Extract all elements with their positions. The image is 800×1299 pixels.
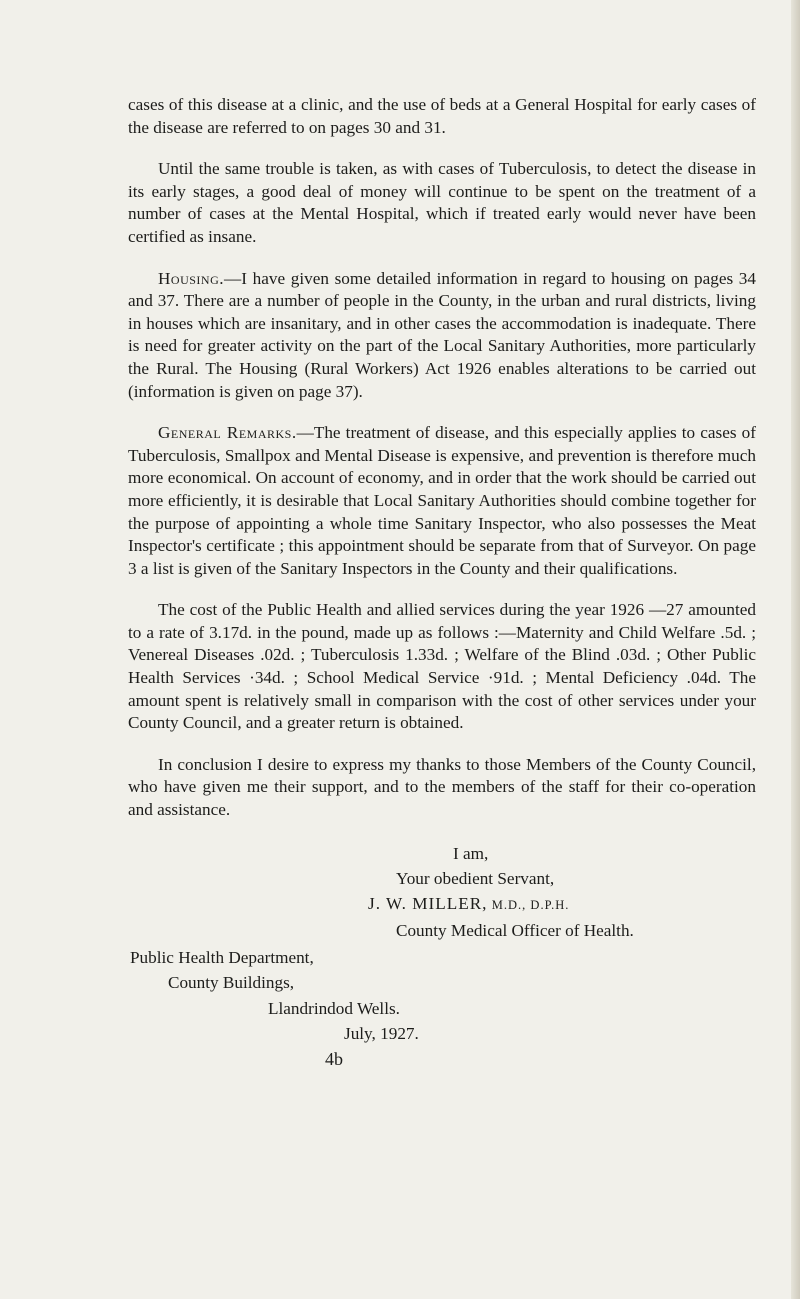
paragraph-conclusion: In conclusion I desire to express my thanks to those Members of the County Council, who have given me their support, and to the members of the staff for their co-operation and assistance. (128, 754, 756, 820)
address-town: Llandrindod Wells. (268, 998, 400, 1018)
address-buildings: County Buildings, (168, 973, 295, 993)
signatory-name: J. W. MILLER, (368, 893, 488, 913)
address-department: Public Health Department, (130, 947, 314, 967)
signatory (128, 891, 756, 918)
signature-block (128, 841, 756, 943)
housing-heading: Housing. (158, 268, 225, 288)
closing-i-am: I am, (453, 843, 489, 863)
signatory-title: County Medical Officer of Health. (396, 920, 634, 940)
paragraph-mental-hospital: Until the same trouble is taken, as with cases of Tuberculosis, to detect the disease in its early stages, a good deal of money will continue to be spent on the treatment of a number of cases at the Mental Hospital, which if treated early would never have been certified as insane. (128, 159, 756, 246)
general-remarks-text: —The treatment of disease, and this especially applies to cases of Tuberculosis, Smallpox and Mental Disease is expensive, and prevention is therefore much more economical. On account of economy, and in order that the work should be carried out more efficiently, it is desirable that Local Sanitary Authorities should combine together for the purpose of appointing a whole time Sanitary Inspector, who also possesses the Meat Inspector's certificate ; this appointment should be separate from that of Surveyor. On page 3 a list is given of the Sanitary Inspectors in the County and their qualifications. (128, 423, 756, 578)
page-edge (791, 0, 800, 1299)
address-block (128, 945, 756, 1073)
paragraph-continuation: cases of this disease at a clinic, and the use of beds at a General Hospital for early cases of the disease are referred to on pages 30 and 31. (128, 95, 756, 137)
closing-servant: Your obedient Servant, (396, 868, 555, 888)
page-number: 4b (325, 1048, 343, 1069)
signatory-degrees: M.D., D.P.H. (491, 897, 570, 912)
address-date: July, 1927. (344, 1024, 419, 1044)
paragraph-cost: The cost of the Public Health and allied services during the year 1926 —27 amounted to a rate of 3.17d. in the pound, made up as follows :—Maternity and Child Welfare .5d. ; Venereal Diseases .02d. ; Tuberculosis 1.33d. ; Welfare of the Blind .03d. ; Other Public Health Services ·34d. ; School Medical Service ·91d. ; Mental Deficiency .04d. The amount spent is relatively small in comparison with the cost of other services under your County Council, and a greater return is obtained. (128, 600, 756, 733)
paragraph-housing (128, 268, 756, 404)
general-remarks-heading: General Remarks. (158, 423, 297, 443)
housing-text: —I have given some detailed information in regard to housing on pages 34 and 37. There are a number of people in the County, in the urban and rural districts, living in houses which are insanitary, and in other cases the accommodation is inadequate. There is need for greater activity on the part of the Local Sanitary Authorities, more particularly the Rural. The Housing (Rural Workers) Act 1926 enables alterations to be carried out (information is given on page 37). (128, 268, 756, 401)
paragraph-general-remarks (128, 422, 756, 580)
